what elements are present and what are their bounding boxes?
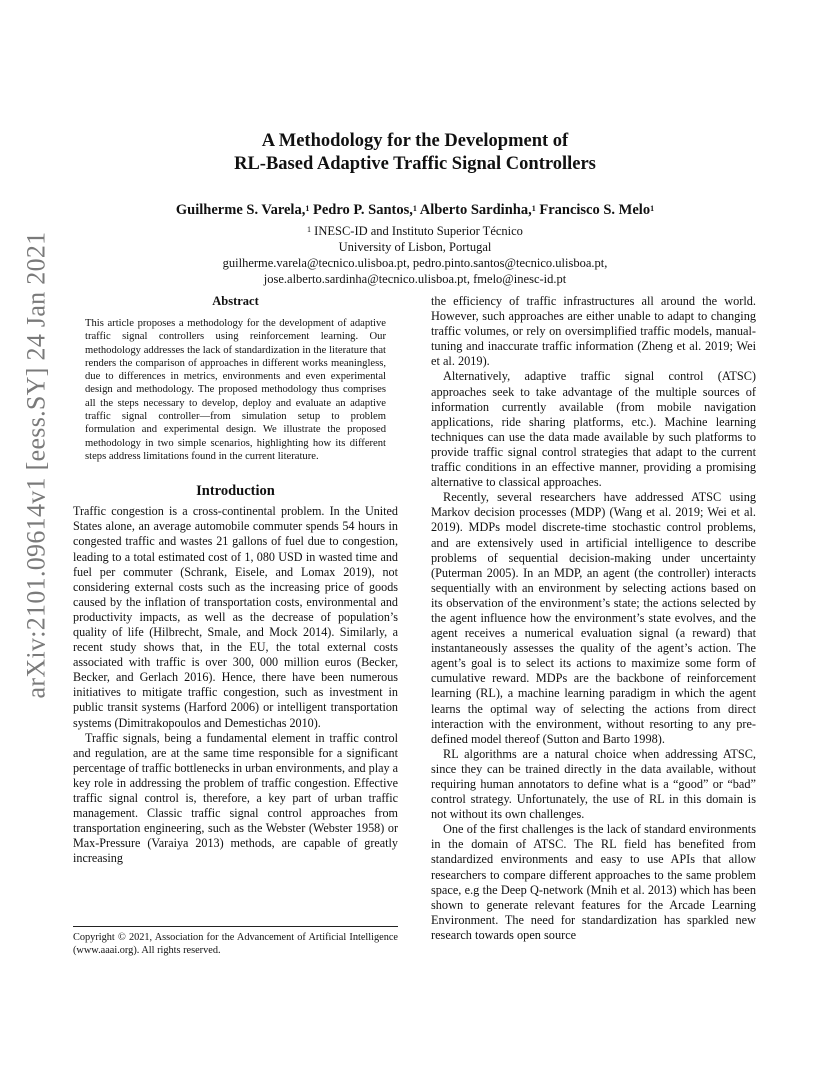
affiliations xyxy=(90,223,740,287)
title-block xyxy=(90,130,740,287)
body-paragraph: Traffic signals, being a fundamental element in traffic control and regulation, are at the same time responsible for a significant percentage of traffic bottlenecks in urban environments, and play a key role in addressing the problem of traffic congestion. Effective traffic signal control is, therefore, a key part of urban traffic management. Classic traffic signal control approaches from transportation engineering, such as the Webster (Webster 1958) or Max-Pressure (Varaiya 2013) methods, are capable of greatly increasing xyxy=(73,730,398,866)
university: University of Lisbon, Portugal xyxy=(338,240,492,254)
institution: INESC-ID and Instituto Superior Técnico xyxy=(311,224,523,238)
author-name: Pedro P. Santos, xyxy=(312,202,413,218)
affiliation-mark: 1 xyxy=(307,225,312,234)
email-line: guilherme.varela@tecnico.ulisboa.pt, pedro.pinto.santos@tecnico.ulisboa.pt, xyxy=(222,256,608,270)
paper-title xyxy=(90,130,740,176)
right-column xyxy=(431,294,756,943)
abstract-text: This article proposes a methodology for the development of adaptive traffic signal controllers using reinforcement learning. Our methodology addresses the lack of standardization in the literature that renders the comparison of approaches in different works meaningless, due to differences in metrics, environments and even experimental design and methodology. The proposed methodology thus comprises all the steps necessary to develop, deploy and evaluate an adaptive traffic signal controller—from simulation setup to problem formulation and experimental design. We illustrate the proposed methodology in two simple scenarios, highlighting how its different steps address limitations found in the current literature. xyxy=(85,318,386,462)
author-name: Guilherme S. Varela, xyxy=(175,202,306,218)
affiliation-mark: 1 xyxy=(412,204,417,213)
abstract-heading: Abstract xyxy=(212,294,259,308)
arxiv-id: arXiv:2101.09614v1 [eess.SY] 24 Jan 2021 xyxy=(21,231,51,699)
arxiv-identifier-stamp xyxy=(6,231,66,699)
affiliation-line xyxy=(90,223,740,239)
body-paragraph: the efficiency of traffic infrastructures all around the world. However, such approaches are either unable to adapt to changing traffic volumes, or rely on oversimplified traffic models, manual-tuning and inaccurate traffic information (Zheng et al. 2019; Wei et al. 2019). xyxy=(431,294,756,369)
affiliation-mark: 1 xyxy=(650,204,655,213)
body-paragraph: Alternatively, adaptive traffic signal control (ATSC) approaches seek to take advantage of the multiple sources of information currently available (from mobile navigation applications, ride sharing platforms, etc.). Machine learning techniques can use the data made available by such platforms to provide traffic signal control strategies that adapt to the current traffic conditions in an effective manner, providing a promising alternative to classical approaches. xyxy=(431,369,756,490)
body-paragraph: Recently, several researchers have addressed ATSC using Markov decision processes (MDP) (Wang et al. 2019; Wei et al. 2019). MDPs model discrete-time stochastic control problems, and are extensively used in artificial intelligence to describe problems of sequential decision-making under uncertainty (Puterman 2005). In an MDP, an agent (the controller) interacts sequentially with an environment by selecting actions based on its observation of the environment’s state; the actions selected by the agent influence how the environment’s state evolves, and the agent receives a numerical evaluation signal (a reward) that instantaneously assesses the quality of the agent’s action. The agent’s goal is to select its actions to maximize some form of cumulative reward. MDPs are the backbone of reinforcement learning (RL), a machine learning paradigm in which the agent learns the optimal way of selecting the actions from direct interaction with the environment, without resorting to any pre-defined model thereof (Sutton and Barto 1998). xyxy=(431,490,756,746)
affiliation-mark: 1 xyxy=(305,204,310,213)
left-column xyxy=(73,294,398,867)
introduction-heading: Introduction xyxy=(196,483,275,500)
body-paragraph: RL algorithms are a natural choice when addressing ATSC, since they can be trained directly in the data available, without requiring human annotators to define what is a “good” or “bad” control strategy. Unfortunately, the use of RL in this domain is not without its own challenges. xyxy=(431,746,756,822)
affiliation-mark: 1 xyxy=(531,204,536,213)
title-line-1: A Methodology for the Development of xyxy=(261,131,569,151)
copyright-notice: Copyright © 2021, Association for the Advancement of Artificial Intelligence (www.aaai.org). All rights reserved. xyxy=(73,926,398,957)
author-list xyxy=(90,201,740,219)
body-paragraph: Traffic congestion is a cross-continental problem. In the United States alone, an average automobile commuter spends 54 hours in congested traffic and wastes 21 gallons of fuel due to congestion, leading to a total estimated cost of 1, 080 USD in wasted time and fuel per commuter (Schrank, Eisele, and Lomax 2019), not considering external costs such as the increasing price of goods caused by the inflation of transportation costs, environmental and productivity impacts, as well as the decrease of population’s quality of life (Hilbrecht, Smale, and Mock 2014). Similarly, a recent study shows that, in the EU, the total external costs associated with traffic is over 300, 000 million euros (Becker, Becker, and Gerlach 2016). Hence, there have been numerous initiatives to mitigate traffic congestion, such as investment in public transit systems (Harford 2006) or intelligent transportation systems (Dimitrakopoulos and Demestichas 2010). xyxy=(73,504,398,730)
body-paragraph: One of the first challenges is the lack of standard environments in the domain of ATSC. The RL field has benefited from standardized environments and easy to use APIs that allow researchers to compare different approaches to the same problem space, e.g the Deep Q-network (Mnih et al. 2013) which has been shown to generate relevant features for the Arcade Learning Environment. The need for standardization has sparkled new research towards open source xyxy=(431,822,756,942)
email-line: jose.alberto.sardinha@tecnico.ulisboa.pt, fmelo@inesc-id.pt xyxy=(263,272,567,286)
author-name: Francisco S. Melo xyxy=(539,202,651,218)
author-name: Alberto Sardinha, xyxy=(419,202,532,218)
title-line-2: RL-Based Adaptive Traffic Signal Controllers xyxy=(234,154,596,174)
